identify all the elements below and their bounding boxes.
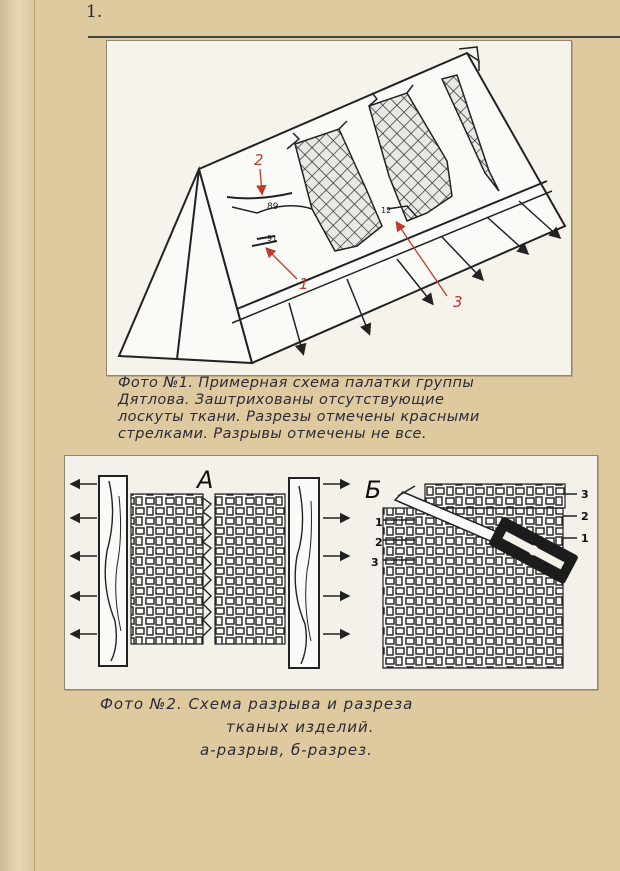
photo1-num-12: 12 (381, 206, 392, 215)
header-rule (88, 36, 620, 38)
page-number: 1. (86, 2, 103, 22)
photo1-caption-line-4: стрелками. Разрывы отмечены не все. (118, 426, 427, 442)
photo1-label-1: 1 (299, 275, 309, 293)
label-a: А (197, 466, 214, 494)
photo2-caption-line-1: Фото №2. Схема разрыва и разреза (100, 695, 414, 713)
left-num-3: 3 (371, 556, 379, 569)
photo1-caption-line-3: лоскуты ткани. Разрезы отмечены красными (118, 409, 480, 425)
left-num-2: 2 (375, 536, 383, 549)
right-num-3: 3 (581, 488, 589, 501)
photo1-label-2: 2 (254, 151, 264, 169)
photo-fabric-tear-cut (64, 455, 598, 690)
page-binding-edge (0, 0, 35, 871)
right-board (289, 478, 319, 668)
photo1-num-89: 89 (267, 202, 279, 212)
photo-tent-diagram (106, 40, 572, 376)
label-b: Б (365, 476, 382, 504)
photo2-caption-line-3: а-разрыв, б-разрез. (200, 741, 373, 759)
photo1-caption-line-1: Фото №1. Примерная схема палатки группы (118, 375, 475, 391)
photo1-num-91: 91 (267, 234, 278, 243)
photo2-caption-line-2: тканых изделий. (226, 718, 375, 736)
photo1-label-3: 3 (453, 293, 463, 311)
photo1-caption-line-2: Дятлова. Заштрихованы отсутствующие (118, 392, 445, 408)
right-num-2: 2 (581, 510, 589, 523)
left-num-1: 1 (375, 516, 383, 529)
right-num-1: 1 (581, 532, 589, 545)
